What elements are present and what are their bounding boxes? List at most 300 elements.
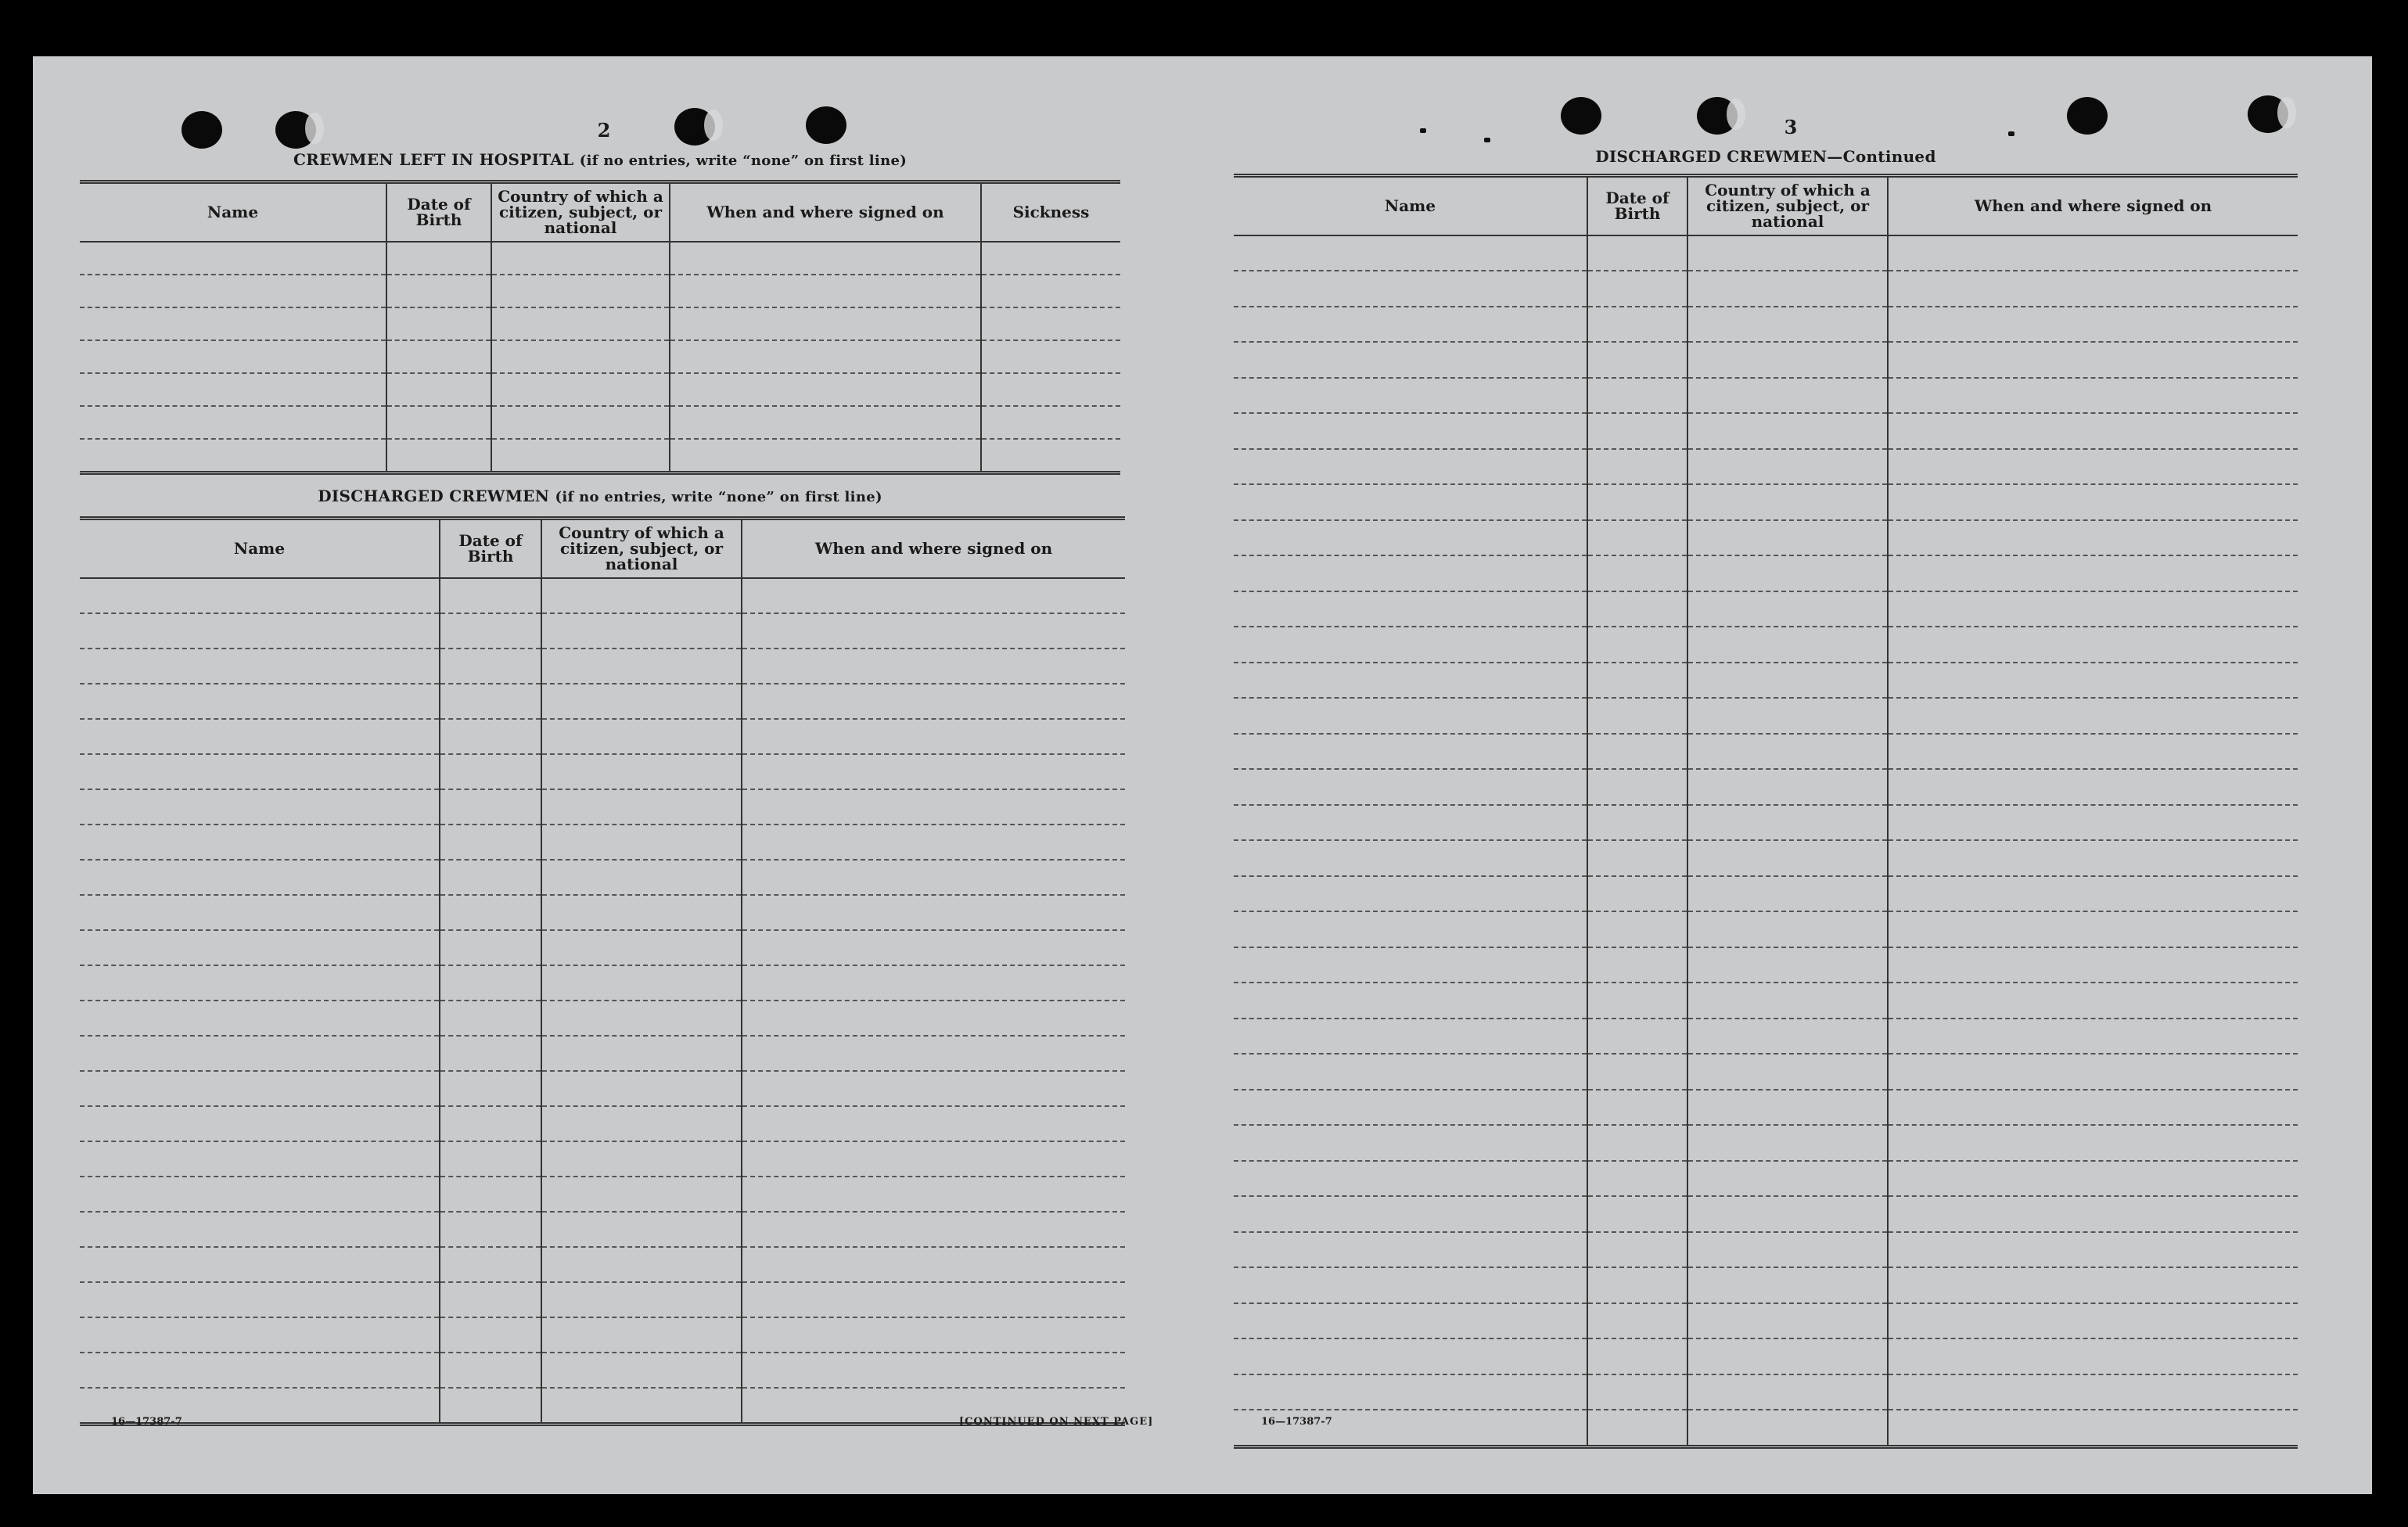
blank-cell [1587, 805, 1687, 841]
blank-cell [1687, 555, 1888, 591]
speck [1420, 128, 1426, 133]
blank-cell [1587, 911, 1687, 947]
column-header-country: Country of which a citizen, subject, or national [1687, 176, 1888, 235]
blank-cell [80, 1001, 440, 1036]
blank-cell [1587, 627, 1687, 663]
blank-cell [1234, 876, 1587, 912]
table-row [1234, 876, 2298, 912]
blank-cell [1234, 947, 1587, 983]
blank-cell [742, 684, 1125, 719]
punch-hole [1697, 97, 1738, 135]
table-row [80, 649, 1125, 684]
blank-cell [386, 307, 491, 340]
blank-cell [742, 1247, 1125, 1282]
table-row [1234, 805, 2298, 841]
blank-cell [670, 242, 981, 275]
blank-cell [1234, 484, 1587, 520]
blank-cell [981, 439, 1120, 473]
blank-cell [1234, 627, 1587, 663]
table-row [80, 1106, 1125, 1141]
blank-cell [1587, 734, 1687, 770]
blank-cell [1687, 663, 1888, 699]
continued-suffix: —Continued [1827, 147, 1936, 166]
blank-cell [491, 439, 670, 473]
table-row [1234, 307, 2298, 343]
punch-hole [2248, 95, 2288, 133]
blank-cell [1888, 271, 2298, 307]
blank-cell [1587, 555, 1687, 591]
column-header-name: Name [80, 519, 440, 578]
blank-cell [1687, 1410, 1888, 1446]
blank-cell [742, 719, 1125, 754]
blank-cell [1687, 1161, 1888, 1197]
blank-cell [1587, 1090, 1687, 1126]
column-header-signed-on: When and where signed on [742, 519, 1125, 578]
blank-cell [1587, 1338, 1687, 1374]
page-number: 2 [597, 119, 611, 142]
blank-cell [1587, 1410, 1687, 1446]
blank-cell [1687, 1267, 1888, 1303]
blank-cell [1587, 1161, 1687, 1197]
blank-cell [742, 1177, 1125, 1212]
blank-cell [742, 578, 1125, 613]
blank-cell [1587, 1196, 1687, 1232]
blank-cell [742, 1071, 1125, 1106]
table-row [80, 684, 1125, 719]
blank-cell [386, 275, 491, 307]
discharged-continued-title [1234, 147, 2298, 166]
blank-cell [440, 754, 541, 789]
blank-cell [440, 578, 541, 613]
table-row [80, 895, 1125, 930]
blank-cell [1888, 663, 2298, 699]
punch-hole [181, 111, 222, 149]
blank-cell [1234, 235, 1587, 271]
blank-cell [742, 1001, 1125, 1036]
blank-cell [1888, 555, 2298, 591]
blank-cell [80, 340, 386, 373]
blank-cell [1888, 876, 2298, 912]
punch-hole [2067, 97, 2108, 135]
form-code: 16—17387-7 [1261, 1416, 1332, 1428]
blank-cell [1687, 840, 1888, 876]
blank-cell [742, 860, 1125, 895]
table-row [1234, 663, 2298, 699]
blank-cell [1888, 1161, 2298, 1197]
blank-cell [1687, 1338, 1888, 1374]
blank-cell [491, 406, 670, 439]
blank-cell [541, 1212, 742, 1247]
blank-cell [1234, 520, 1587, 556]
blank-cell [386, 340, 491, 373]
blank-cell [541, 578, 742, 613]
blank-cell [541, 860, 742, 895]
blank-cell [1687, 307, 1888, 343]
blank-cell [80, 275, 386, 307]
blank-cell [1687, 591, 1888, 627]
blank-cell [1687, 342, 1888, 378]
blank-cell [541, 1317, 742, 1353]
blank-cell [1888, 734, 2298, 770]
blank-cell [1234, 1125, 1587, 1161]
blank-cell [1587, 1232, 1687, 1268]
blank-cell [1888, 591, 2298, 627]
speck [1484, 138, 1490, 142]
table-row [80, 1177, 1125, 1212]
blank-cell [742, 1353, 1125, 1388]
table-row [80, 373, 1120, 406]
blank-cell [1587, 1019, 1687, 1055]
table-row [1234, 1125, 2298, 1161]
blank-cell [1687, 378, 1888, 414]
blank-cell [742, 1141, 1125, 1177]
blank-cell [491, 340, 670, 373]
blank-cell [1888, 1410, 2298, 1446]
table-row [80, 613, 1125, 649]
blank-cell [1687, 1054, 1888, 1090]
blank-cell [1587, 1125, 1687, 1161]
table-row [1234, 1054, 2298, 1090]
blank-cell [1687, 520, 1888, 556]
blank-cell [1234, 1196, 1587, 1232]
blank-cell [1687, 1125, 1888, 1161]
blank-cell [981, 373, 1120, 406]
table-row [1234, 983, 2298, 1019]
page-number: 3 [1784, 116, 1798, 138]
table-row [1234, 1374, 2298, 1410]
blank-cell [1234, 1019, 1587, 1055]
blank-cell [1888, 1338, 2298, 1374]
blank-cell [1587, 983, 1687, 1019]
blank-cell [491, 307, 670, 340]
blank-cell [440, 930, 541, 965]
blank-cell [80, 373, 386, 406]
blank-cell [981, 406, 1120, 439]
blank-cell [1234, 1338, 1587, 1374]
table-row [1234, 1196, 2298, 1232]
discharged-section-title [80, 487, 1120, 505]
table-row [1234, 1019, 2298, 1055]
hospital-table [80, 180, 1120, 475]
blank-cell [670, 275, 981, 307]
table-row [80, 439, 1120, 473]
blank-cell [1888, 520, 2298, 556]
blank-cell [1888, 449, 2298, 485]
blank-cell [1234, 591, 1587, 627]
blank-cell [541, 1247, 742, 1282]
table-row [1234, 840, 2298, 876]
blank-cell [1587, 698, 1687, 734]
blank-cell [491, 242, 670, 275]
blank-cell [386, 242, 491, 275]
blank-cell [80, 242, 386, 275]
column-header-signed-on: When and where signed on [1888, 176, 2298, 235]
table-row [1234, 769, 2298, 805]
blank-cell [440, 613, 541, 649]
section-heading: DISCHARGED CREWMEN [318, 487, 550, 505]
blank-cell [440, 1317, 541, 1353]
blank-cell [541, 825, 742, 860]
blank-cell [1234, 1267, 1587, 1303]
column-header-country: Country of which a citizen, subject, or national [491, 182, 670, 242]
blank-cell [80, 895, 440, 930]
table-row [1234, 911, 2298, 947]
table-row [80, 1036, 1125, 1071]
table-row [1234, 378, 2298, 414]
blank-cell [1587, 520, 1687, 556]
blank-cell [742, 1212, 1125, 1247]
blank-cell [440, 684, 541, 719]
table-row [80, 406, 1120, 439]
blank-cell [80, 965, 440, 1001]
blank-cell [1687, 769, 1888, 805]
blank-cell [1587, 769, 1687, 805]
blank-cell [1234, 271, 1587, 307]
blank-cell [981, 275, 1120, 307]
section-instruction: (if no entries, write “none” on first line) [555, 489, 882, 505]
blank-cell [1687, 235, 1888, 271]
table-row [1234, 947, 2298, 983]
blank-cell [80, 1247, 440, 1282]
blank-cell [440, 1141, 541, 1177]
column-header-date-of-birth: Date of Birth [1587, 176, 1687, 235]
blank-cell [1587, 378, 1687, 414]
blank-cell [80, 719, 440, 754]
hospital-section-title [80, 150, 1120, 169]
blank-cell [1587, 591, 1687, 627]
column-header-sickness: Sickness [981, 182, 1120, 242]
blank-cell [541, 1036, 742, 1071]
blank-cell [440, 895, 541, 930]
table-row [1234, 1410, 2298, 1446]
table-row [1234, 1303, 2298, 1339]
blank-cell [80, 1141, 440, 1177]
blank-cell [742, 825, 1125, 860]
table-row [80, 754, 1125, 789]
blank-cell [1587, 271, 1687, 307]
table-row [1234, 555, 2298, 591]
blank-cell [742, 789, 1125, 825]
blank-cell [440, 649, 541, 684]
table-row [80, 242, 1120, 275]
punch-hole [1561, 97, 1601, 135]
table-row [80, 1212, 1125, 1247]
blank-cell [1234, 342, 1587, 378]
column-header-date-of-birth: Date of Birth [440, 519, 541, 578]
column-header-date-of-birth: Date of Birth [386, 182, 491, 242]
blank-cell [1587, 235, 1687, 271]
punch-hole [674, 108, 715, 146]
blank-cell [440, 1001, 541, 1036]
column-header-name: Name [80, 182, 386, 242]
blank-cell [541, 649, 742, 684]
blank-cell [386, 439, 491, 473]
blank-cell [1888, 1090, 2298, 1126]
section-heading: CREWMEN LEFT IN HOSPITAL [293, 150, 574, 169]
blank-cell [1687, 413, 1888, 449]
blank-cell [742, 613, 1125, 649]
blank-cell [440, 1071, 541, 1106]
blank-cell [1587, 876, 1687, 912]
blank-cell [1687, 947, 1888, 983]
blank-cell [1234, 663, 1587, 699]
blank-cell [981, 242, 1120, 275]
blank-cell [80, 754, 440, 789]
blank-cell [440, 789, 541, 825]
table-row [1234, 484, 2298, 520]
table-row [1234, 342, 2298, 378]
table-row [80, 860, 1125, 895]
blank-cell [1888, 1019, 2298, 1055]
blank-cell [541, 930, 742, 965]
blank-cell [1687, 983, 1888, 1019]
table-row [1234, 1090, 2298, 1126]
blank-cell [541, 1141, 742, 1177]
table-row [1234, 271, 2298, 307]
blank-cell [440, 1282, 541, 1317]
blank-cell [440, 1212, 541, 1247]
blank-cell [742, 754, 1125, 789]
table-row [1234, 1267, 2298, 1303]
table-row [1234, 627, 2298, 663]
blank-cell [541, 1106, 742, 1141]
blank-cell [1888, 1196, 2298, 1232]
blank-cell [440, 1036, 541, 1071]
blank-cell [541, 1353, 742, 1388]
blank-cell [1687, 484, 1888, 520]
blank-cell [80, 1106, 440, 1141]
blank-cell [440, 719, 541, 754]
blank-cell [1687, 805, 1888, 841]
table-row [80, 1141, 1125, 1177]
table-row [80, 1001, 1125, 1036]
blank-cell [541, 1177, 742, 1212]
blank-cell [541, 1001, 742, 1036]
continued-note: [CONTINUED ON NEXT PAGE] [959, 1416, 1154, 1428]
blank-cell [541, 613, 742, 649]
blank-cell [1888, 947, 2298, 983]
table-row [80, 1247, 1125, 1282]
blank-cell [742, 895, 1125, 930]
blank-cell [440, 1247, 541, 1282]
blank-cell [1234, 555, 1587, 591]
punch-hole [275, 111, 316, 149]
blank-cell [1888, 1054, 2298, 1090]
blank-cell [440, 860, 541, 895]
blank-cell [541, 754, 742, 789]
blank-cell [1234, 413, 1587, 449]
blank-cell [1234, 734, 1587, 770]
blank-cell [1888, 342, 2298, 378]
blank-cell [1234, 911, 1587, 947]
blank-cell [1687, 876, 1888, 912]
blank-cell [80, 825, 440, 860]
blank-cell [1234, 449, 1587, 485]
blank-cell [1687, 1232, 1888, 1268]
blank-cell [491, 373, 670, 406]
table-row [80, 930, 1125, 965]
table-row [80, 1282, 1125, 1317]
table-row [80, 340, 1120, 373]
blank-cell [1234, 983, 1587, 1019]
blank-cell [541, 1282, 742, 1317]
blank-cell [1888, 1374, 2298, 1410]
blank-cell [1888, 1232, 2298, 1268]
blank-cell [80, 930, 440, 965]
blank-cell [80, 1317, 440, 1353]
blank-cell [80, 613, 440, 649]
blank-cell [1234, 1303, 1587, 1339]
blank-cell [80, 1177, 440, 1212]
blank-cell [1687, 1196, 1888, 1232]
blank-cell [1888, 235, 2298, 271]
blank-cell [1888, 1125, 2298, 1161]
blank-cell [80, 684, 440, 719]
blank-cell [1587, 1267, 1687, 1303]
scanned-form-sheet [33, 56, 2372, 1494]
blank-cell [80, 439, 386, 473]
blank-cell [1234, 1232, 1587, 1268]
table-row [1234, 520, 2298, 556]
blank-cell [80, 860, 440, 895]
blank-cell [670, 406, 981, 439]
blank-cell [80, 1353, 440, 1388]
blank-cell [1888, 307, 2298, 343]
blank-cell [1234, 805, 1587, 841]
blank-cell [80, 406, 386, 439]
blank-cell [1234, 378, 1587, 414]
blank-cell [1687, 1019, 1888, 1055]
blank-cell [1687, 1303, 1888, 1339]
table-row [1234, 698, 2298, 734]
blank-cell [742, 930, 1125, 965]
section-heading: DISCHARGED CREWMEN [1595, 147, 1828, 166]
table-row [80, 307, 1120, 340]
blank-cell [80, 649, 440, 684]
blank-cell [1687, 734, 1888, 770]
blank-cell [386, 406, 491, 439]
blank-cell [541, 684, 742, 719]
blank-cell [1234, 1090, 1587, 1126]
blank-cell [440, 1388, 541, 1425]
table-row [80, 719, 1125, 754]
table-row [1234, 449, 2298, 485]
blank-cell [440, 1353, 541, 1388]
speck [2008, 131, 2014, 136]
blank-cell [1587, 663, 1687, 699]
blank-cell [1234, 1374, 1587, 1410]
blank-cell [1234, 840, 1587, 876]
blank-cell [541, 965, 742, 1001]
table-row [1234, 413, 2298, 449]
blank-cell [1888, 911, 2298, 947]
blank-cell [440, 1177, 541, 1212]
blank-cell [1687, 911, 1888, 947]
blank-cell [981, 307, 1120, 340]
blank-cell [1587, 1374, 1687, 1410]
blank-cell [541, 789, 742, 825]
blank-cell [541, 1388, 742, 1425]
blank-cell [1234, 1054, 1587, 1090]
blank-cell [440, 965, 541, 1001]
blank-cell [1888, 1303, 2298, 1339]
blank-cell [80, 789, 440, 825]
punch-hole [806, 106, 846, 144]
blank-cell [1888, 840, 2298, 876]
blank-cell [742, 1282, 1125, 1317]
blank-cell [670, 373, 981, 406]
table-row [1234, 1338, 2298, 1374]
